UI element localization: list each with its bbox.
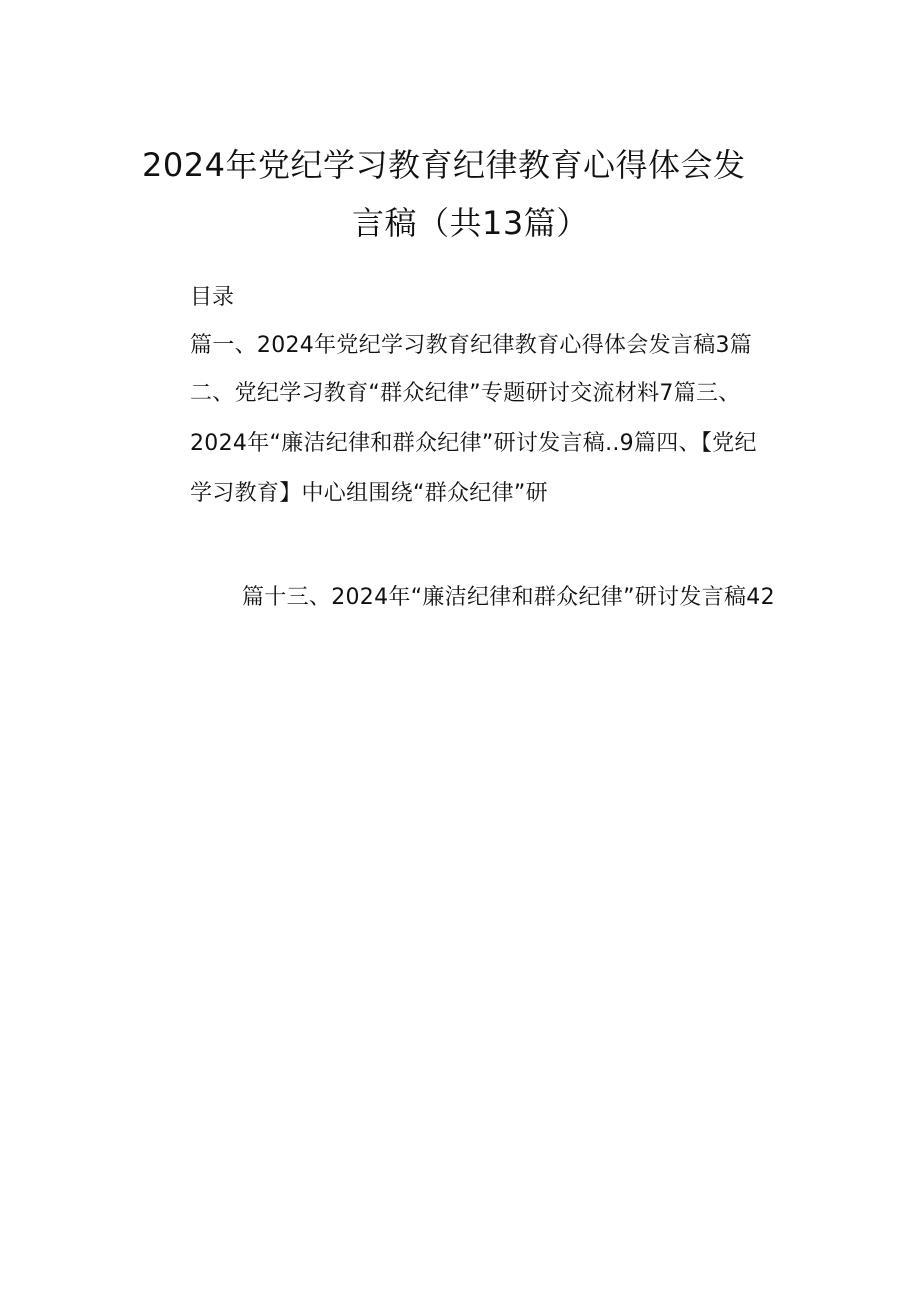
document-title-line-2: 言稿（共13篇）	[352, 204, 589, 242]
toc-line: 2024年“廉洁纪律和群众纪律”研讨发言稿..9篇四、【党纪	[190, 431, 757, 456]
toc-line: 二、党纪学习教育“群众纪律”专题研讨交流材料7篇三、	[190, 381, 741, 406]
document-title-line-1: 2024年党纪学习教育纪律教育心得体会发	[142, 146, 746, 184]
toc-line: 篇一、2024年党纪学习教育纪律教育心得体会发言稿3篇	[190, 333, 753, 358]
toc-line: 篇十三、2024年“廉洁纪律和群众纪律”研讨发言稿42	[242, 585, 775, 610]
toc-line: 学习教育】中心组围绕“群众纪律”研	[190, 481, 548, 506]
toc-heading: 目录	[190, 285, 235, 310]
